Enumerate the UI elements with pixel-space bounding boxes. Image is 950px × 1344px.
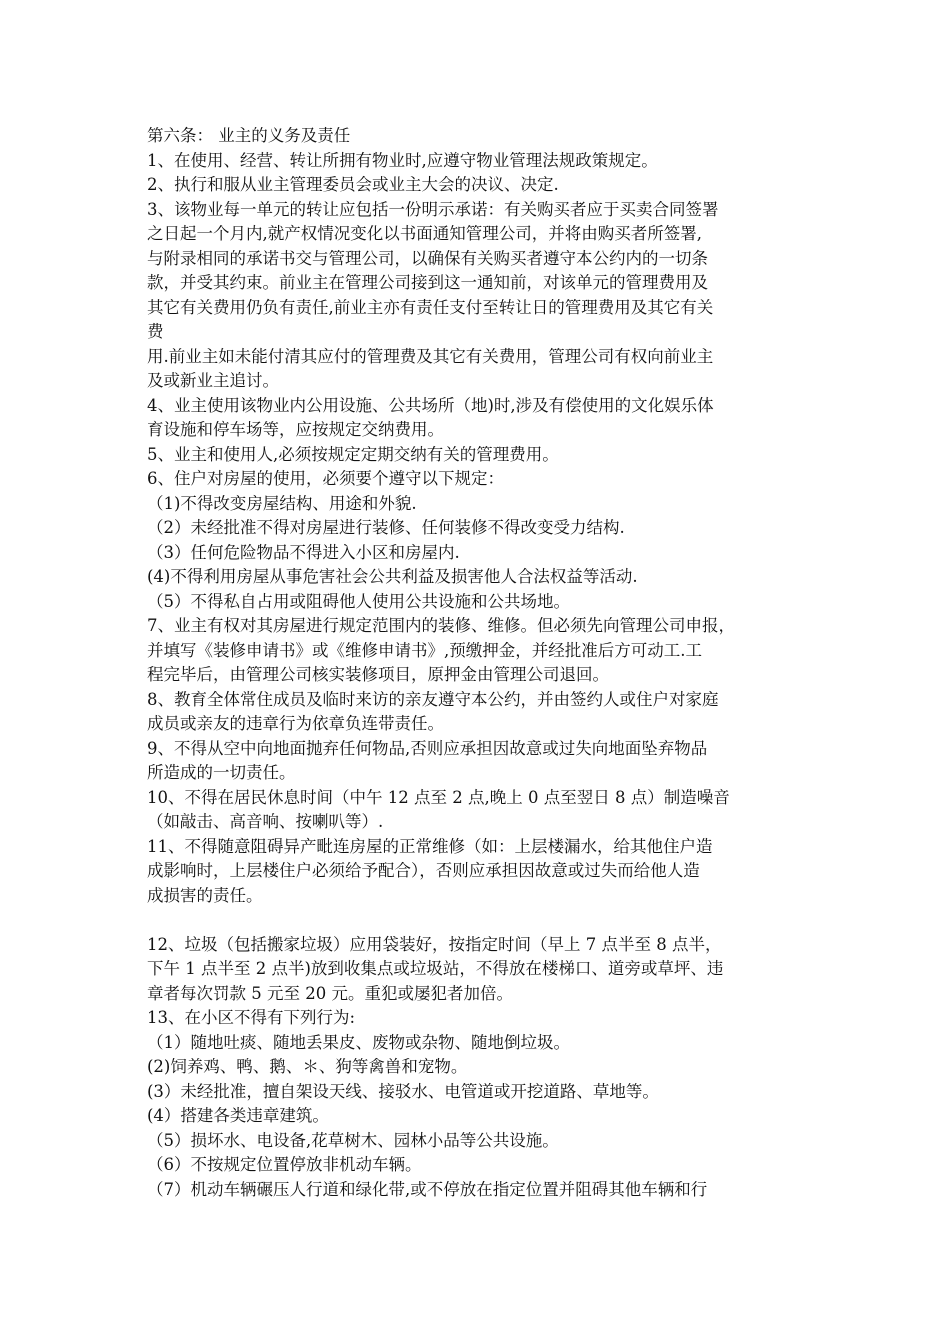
document-line: 费 <box>147 322 164 341</box>
document-line: 11、不得随意阻碍异产毗连房屋的正常维修（如：上层楼漏水，给其他住户造 <box>147 836 713 856</box>
document-line: 2、执行和服从业主管理委员会或业主大会的决议、决定. <box>147 175 559 194</box>
document-line: 款，并受其约束。前业主在管理公司接到这一通知前，对该单元的管理费用及 <box>147 273 708 292</box>
document-line: 程完毕后，由管理公司核实装修项目，原押金由管理公司退回。 <box>147 665 609 684</box>
document-line: 3、该物业每一单元的转让应包括一份明示承诺：有关购买者应于买卖合同签署 <box>147 199 719 219</box>
document-line: 及或新业主追讨。 <box>147 371 279 390</box>
document-line: 4、业主使用该物业内公用设施、公共场所（地)时,涉及有偿使用的文化娱乐体 <box>147 395 714 415</box>
document-line: (2)饲养鸡、鸭、鹅、＊、狗等禽兽和宠物。 <box>147 1057 468 1076</box>
document-line: （3）任何危险物品不得进入小区和房屋内. <box>147 542 460 562</box>
document-line: （1)不得改变房屋结构、用途和外貌. <box>147 493 417 513</box>
blank-line <box>147 908 812 933</box>
document-line: 6、住户对房屋的使用，必须要个遵守以下规定： <box>147 469 504 488</box>
document-line: 5、业主和使用人,必须按规定定期交纳有关的管理费用。 <box>147 444 559 464</box>
document-line: （2）未经批准不得对房屋进行装修、任何装修不得改变受力结构. <box>147 518 625 537</box>
document-line: （如敲击、高音响、按喇叭等）. <box>147 812 384 831</box>
document-line: 8、教育全体常住成员及临时来访的亲友遵守本公约，并由签约人或住户对家庭 <box>147 689 719 709</box>
document-line: 所造成的一切责任。 <box>147 763 296 782</box>
document-line: （1）随地吐痰、随地丢果皮、废物或杂物、随地倒垃圾。 <box>147 1032 570 1052</box>
document-line: （7）机动车辆碾压人行道和绿化带,或不停放在指定位置并阻碍其他车辆和行 <box>147 1179 708 1199</box>
document-line: 9、不得从空中向地面抛弃任何物品,否则应承担因故意或过失向地面坠弃物品 <box>147 738 708 758</box>
document-line: 12、垃圾（包括搬家垃圾）应用袋装好，按指定时间（早上 7 点半至 8 点半， <box>147 934 722 954</box>
document-line: （5）不得私自占用或阻碍他人使用公共设施和公共场地。 <box>147 591 570 611</box>
document-line: 成员或亲友的违章行为依章负连带责任。 <box>147 714 444 733</box>
document-line: 7、业主有权对其房屋进行规定范围内的装修、维修。但必须先向管理公司申报， <box>147 616 735 635</box>
document-line: 用.前业主如未能付清其应付的管理费及其它有关费用，管理公司有权向前业主 <box>147 346 714 366</box>
document-line: 其它有关费用仍负有责任,前业主亦有责任支付至转让日的管理费用及其它有关 <box>147 297 714 317</box>
document-line: 1、在使用、经营、转让所拥有物业时,应遵守物业管理法规政策规定。 <box>147 150 658 170</box>
document-line: (4)不得利用房屋从事危害社会公共利益及损害他人合法权益等活动. <box>147 567 638 586</box>
document-line: 并填写《装修申请书》或《维修申请书》,预缴押金，并经批准后方可动工.工 <box>147 640 702 660</box>
document-line: （5）损坏水、电设备,花草树木、园林小品等公共设施。 <box>147 1130 559 1150</box>
document-line: (4）搭建各类违章建筑。 <box>147 1106 329 1125</box>
document-line: （6）不按规定位置停放非机动车辆。 <box>147 1155 422 1174</box>
document-line: 第六条： 业主的义务及责任 <box>147 126 351 145</box>
document-body <box>147 124 812 1202</box>
document-line: 与附录相同的承诺书交与管理公司，以确保有关购买者遵守本公约内的一切条 <box>147 248 708 268</box>
document-line: 下午 1 点半至 2 点半)放到收集点或垃圾站，不得放在楼梯口、道旁或草坪、违 <box>147 959 724 978</box>
document-line: 成影响时，上层楼住户必须给予配合），否则应承担因故意或过失而给他人造 <box>147 861 700 880</box>
document-line: 成损害的责任。 <box>147 885 263 905</box>
document-line: 之日起一个月内,就产权情况变化以书面通知管理公司，并将由购买者所签署, <box>147 224 702 243</box>
document-line: (3）未经批准，擅自架设天线、接驳水、电管道或开挖道路、草地等。 <box>147 1081 659 1101</box>
document-line: 10、不得在居民休息时间（中午 12 点至 2 点,晚上 0 点至翌日 8 点）制造噪音 <box>147 787 730 807</box>
document-line: 育设施和停车场等，应按规定交纳费用。 <box>147 420 444 439</box>
document-line: 章者每次罚款 5 元至 20 元。重犯或屡犯者加倍。 <box>147 983 513 1003</box>
document-line: 13、在小区不得有下列行为: <box>147 1008 356 1027</box>
